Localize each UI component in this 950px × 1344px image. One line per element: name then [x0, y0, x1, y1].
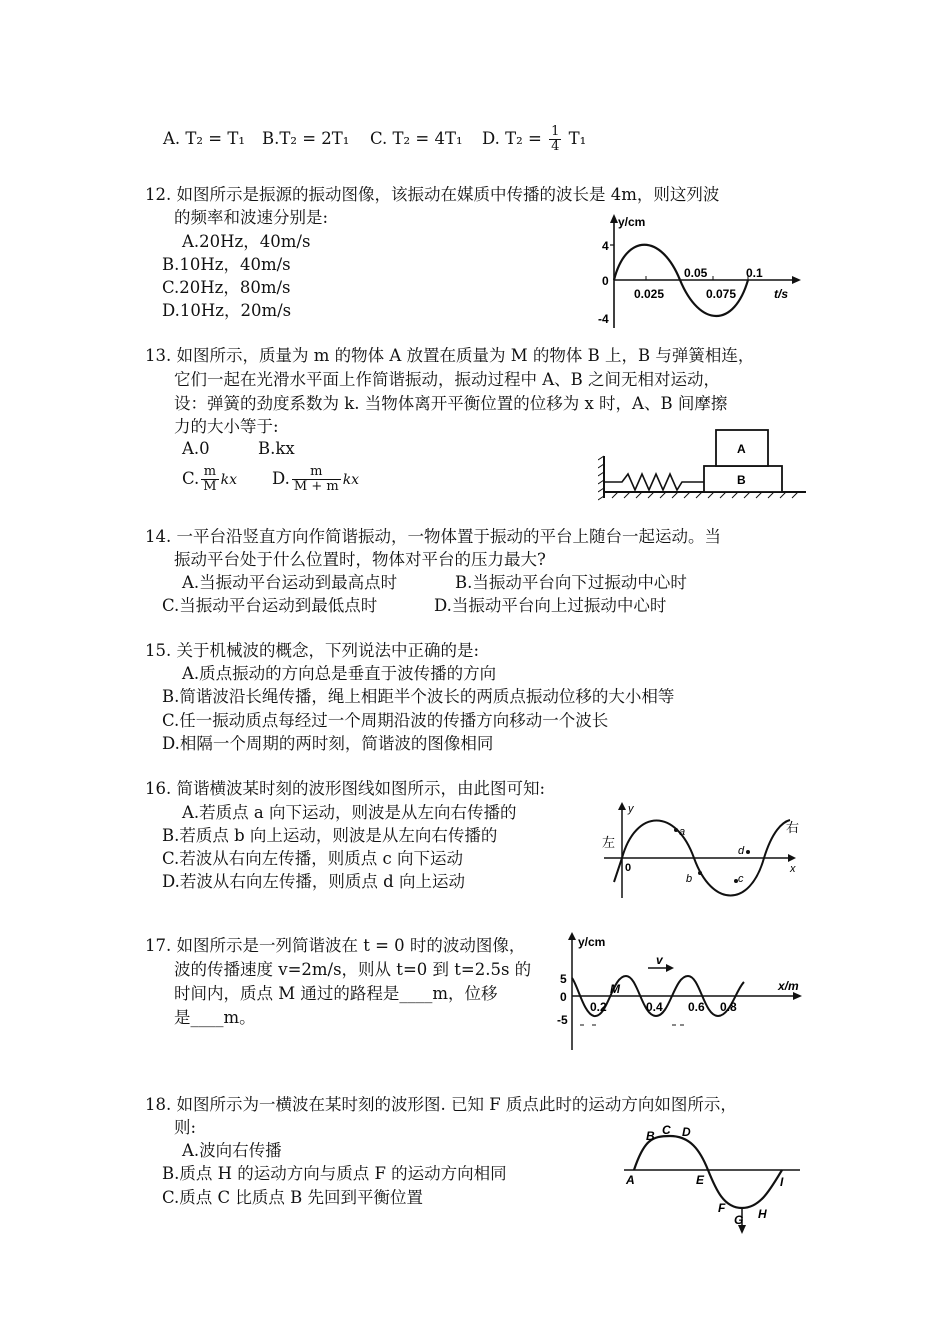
- q15-option-c: C.任一振动质点每经过一个周期沿波的传播方向移动一个波长: [162, 711, 609, 730]
- q11-option-a: A. T₂ = T₁: [163, 129, 245, 148]
- q16-point-c: c: [738, 873, 744, 885]
- q17-tick-08: 0.8: [720, 1000, 737, 1014]
- q16-option-d: D.若波从右向左传播，则质点 d 向上运动: [162, 872, 465, 891]
- q17-point-m: M: [610, 982, 620, 996]
- q11-option-c: C. T₂ = 4T₁: [370, 129, 463, 148]
- q16-origin: 0: [625, 862, 632, 874]
- q16-point-d: d: [738, 845, 745, 857]
- q15-stem-line1: 15. 关于机械波的概念，下列说法中正确的是:: [145, 641, 480, 660]
- q16-option-c: C.若波从右向左传播，则质点 c 向下运动: [162, 849, 464, 868]
- q16-y-label: y: [628, 803, 634, 815]
- q17-tick-04: 0.4: [646, 1000, 663, 1014]
- q17-stem-line1: 17. 如图所示是一列简谐波在 t = 0 时的波动图像，: [145, 936, 526, 955]
- q12-ymax: 4: [602, 239, 609, 253]
- q11-d-den: 4: [551, 139, 560, 154]
- q18-waveform: [620, 1120, 806, 1236]
- q13-c-suffix: kx: [220, 472, 237, 488]
- q17-stem-line4: 是____m。: [174, 1008, 256, 1027]
- q13-c-prefix: C.: [182, 469, 200, 488]
- q13-stem-line2: 它们一起在光滑水平面上作简谐振动，振动过程中 A、B 之间无相对运动，: [174, 370, 721, 389]
- q12-ylabel: y/cm: [618, 215, 646, 229]
- q13-option-d: [272, 460, 359, 499]
- q14-option-a: A.当振动平台运动到最高点时: [182, 573, 398, 592]
- q17-tick-02: 0.2: [590, 1000, 607, 1014]
- q11-d-prefix: D. T₂ =: [482, 129, 542, 148]
- q13-stem-line1: 13. 如图所示，质量为 m 的物体 A 放置在质量为 M 的物体 B 上，B 与弹簧相连，: [145, 346, 755, 365]
- q16-waveform: [596, 800, 806, 900]
- q16-stem-line1: 16. 简谐横波某时刻的波形图线如图所示，由此图可知:: [145, 779, 546, 798]
- q16-right-label: 右: [786, 820, 800, 835]
- q17-tick-06: 0.6: [688, 1000, 705, 1014]
- q16-option-a: A.若质点 a 向下运动，则波是从左向右传播的: [182, 803, 517, 822]
- q18-stem-line1: 18. 如图所示为一横波在某时刻的波形图. 已知 F 质点此时的运动方向如图所示，: [145, 1095, 737, 1114]
- q18-point-d: D: [682, 1125, 691, 1139]
- q18-point-b: B: [646, 1129, 655, 1143]
- q13-block-b-label: B: [737, 473, 746, 487]
- q18-option-b: B.质点 H 的运动方向与质点 F 的运动方向相同: [162, 1164, 507, 1183]
- q16-left-label: 左: [602, 835, 616, 850]
- q18-point-i: I: [780, 1175, 784, 1189]
- q12-option-a: A.20Hz，40m/s: [182, 232, 311, 251]
- q17-xlabel: x/m: [778, 979, 799, 993]
- q17-ylabel: y/cm: [578, 935, 606, 949]
- q11-d-fraction: [549, 125, 561, 154]
- q11-option-b: B.T₂ = 2T₁: [262, 129, 350, 148]
- q12-origin: 0: [602, 274, 609, 288]
- q17-stem-line2: 波的传播速度 v=2m/s，则从 t=0 到 t=2.5s 的: [174, 960, 532, 979]
- q13-block-a-label: A: [737, 442, 746, 456]
- q14-option-d: D.当振动平台向上过振动中心时: [434, 596, 667, 615]
- q17-ymax: 5: [560, 972, 567, 986]
- q18-point-g: G: [734, 1213, 744, 1227]
- q13-c-num: m: [201, 465, 218, 480]
- q12-vibration-graph: [596, 210, 806, 330]
- q18-point-f: F: [718, 1201, 726, 1215]
- q17-ymin: -5: [557, 1013, 568, 1027]
- q12-option-b: B.10Hz，40m/s: [162, 255, 291, 274]
- q17-wave-graph: [552, 928, 808, 1052]
- q13-option-a: A.0: [182, 439, 210, 458]
- q12-tick-01: 0.1: [746, 266, 763, 280]
- q13-c-den: M: [203, 479, 217, 494]
- q13-d-num: m: [292, 465, 341, 480]
- q13-stem-line4: 力的大小等于:: [174, 417, 279, 436]
- q16-x-label: x: [790, 863, 796, 875]
- q14-option-b: B.当振动平台向下过振动中心时: [455, 573, 687, 592]
- q18-point-e: E: [696, 1173, 705, 1187]
- q11-d-suffix: T₁: [568, 129, 587, 148]
- q18-point-a: A: [626, 1173, 635, 1187]
- q14-option-c: C.当振动平台运动到最低点时: [162, 596, 378, 615]
- q11-option-d: [482, 118, 586, 160]
- q17-velocity-label: v: [656, 953, 663, 967]
- q13-stem-line3: 设：弹簧的劲度系数为 k. 当物体离开平衡位置的位移为 x 时，A、B 间摩擦: [174, 394, 728, 413]
- q13-d-den: M + m: [293, 479, 339, 494]
- q13-d-suffix: kx: [342, 472, 360, 488]
- q18-option-a: A.波向右传播: [182, 1141, 282, 1160]
- q13-d-prefix: D.: [272, 469, 290, 488]
- q15-option-b: B.简谐波沿长绳传播，绳上相距半个波长的两质点振动位移的大小相等: [162, 687, 675, 706]
- q12-tick-005: 0.05: [684, 266, 708, 280]
- q15-option-a: A.质点振动的方向总是垂直于波传播的方向: [182, 664, 497, 683]
- q12-ymin: -4: [598, 312, 609, 326]
- q12-option-c: C.20Hz，80m/s: [162, 278, 291, 297]
- q18-point-c: C: [662, 1123, 671, 1137]
- q17-stem-line3: 时间内，质点 M 通过的路程是____m，位移: [174, 984, 498, 1003]
- q13-option-c: [182, 460, 237, 499]
- q12-stem-line1: 12. 如图所示是振源的振动图像，该振动在媒质中传播的波长是 4m，则这列波: [145, 185, 720, 204]
- q13-spring-block-figure: [598, 426, 810, 506]
- q13-d-fraction: [292, 465, 341, 494]
- q12-option-d: D.10Hz，20m/s: [162, 301, 292, 320]
- q16-point-b: b: [686, 873, 693, 885]
- q15-option-d: D.相隔一个周期的两时刻，简谐波的图像相同: [162, 734, 494, 753]
- q18-option-c: C.质点 C 比质点 B 先回到平衡位置: [162, 1188, 424, 1207]
- q16-option-b: B.若质点 b 向上运动，则波是从左向右传播的: [162, 826, 498, 845]
- q12-xlabel: t/s: [774, 287, 789, 301]
- q14-stem-line2: 振动平台处于什么位置时，物体对平台的压力最大?: [174, 550, 546, 569]
- q13-option-b: B.kx: [258, 439, 295, 458]
- q16-point-a: a: [679, 826, 686, 838]
- q12-stem-line2: 的频率和波速分别是:: [174, 208, 329, 227]
- q12-tick-0075: 0.075: [706, 287, 737, 301]
- q18-point-h: H: [758, 1207, 767, 1221]
- q13-c-fraction: [201, 465, 218, 494]
- q18-stem-line2: 则:: [174, 1118, 197, 1137]
- q17-origin: 0: [560, 990, 567, 1004]
- q12-tick-0025: 0.025: [634, 287, 665, 301]
- q11-d-num: 1: [551, 124, 560, 139]
- q14-stem-line1: 14. 一平台沿竖直方向作简谐振动，一物体置于振动的平台上随台一起运动。当: [145, 527, 721, 546]
